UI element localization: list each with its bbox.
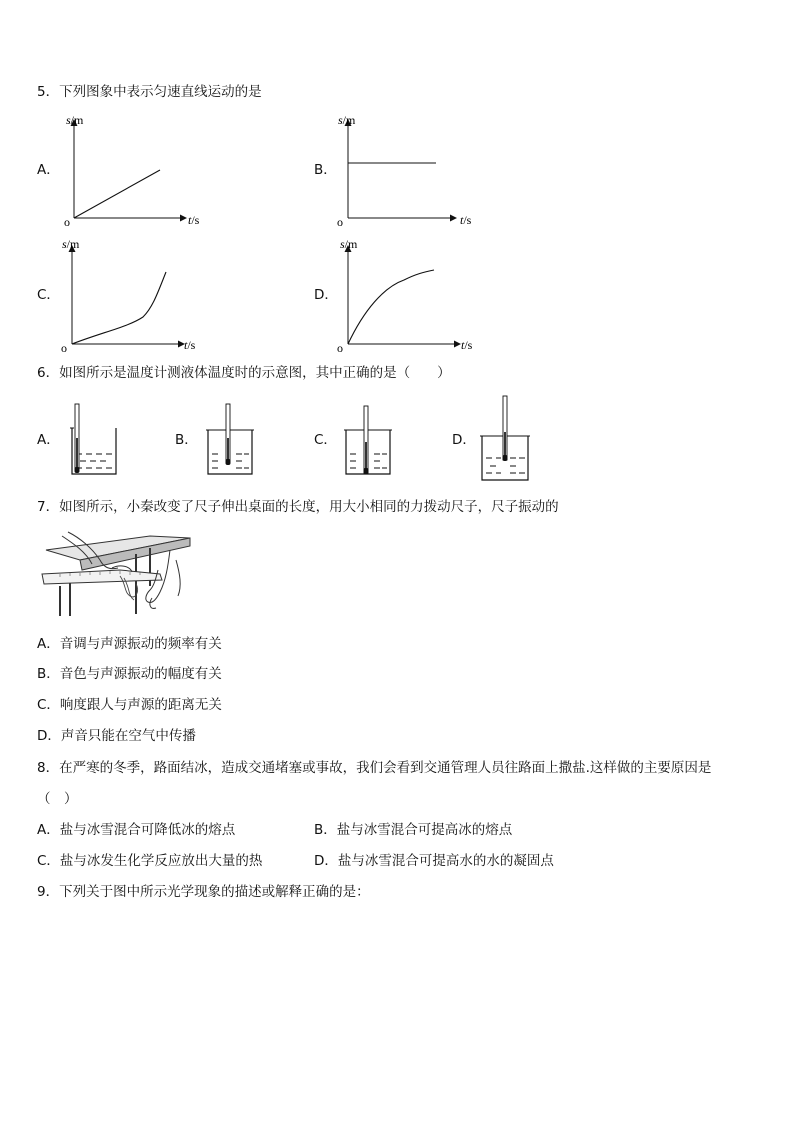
q7-option-b: B．音色与声源振动的幅度有关	[37, 666, 222, 682]
svg-text:s/m	[62, 237, 80, 251]
svg-text:t/s	[461, 338, 473, 352]
q5-c-x-unit: /s	[187, 338, 196, 352]
q7-ruler-illustration	[40, 530, 196, 620]
q5-option-a-letter: A．	[37, 162, 60, 178]
q6-option-d-letter: D．	[452, 432, 476, 448]
q6-option-b-letter: B．	[175, 432, 198, 448]
q9-stem: 9．下列关于图中所示光学现象的描述或解释正确的是：	[37, 884, 370, 900]
q5-stem: 5．下列图象中表示匀速直线运动的是	[37, 84, 262, 100]
q6-stem: 6．如图所示是温度计测液体温度时的示意图，其中正确的是（ ）	[37, 365, 451, 381]
q5-b-x-var: t	[460, 213, 464, 227]
q5-d-x-unit: /s	[464, 338, 473, 352]
q7-stem: 7．如图所示，小秦改变了尺子伸出桌面的长度，用大小相同的力拨动尺子，尺子振动的	[37, 499, 559, 515]
q6-option-c-letter: C．	[314, 432, 337, 448]
q8-option-d: D．盐与冰雪混合可提高水的水的凝固点	[314, 853, 554, 869]
q5-a-origin: o	[64, 215, 70, 229]
svg-text:s/m	[66, 113, 84, 127]
q5-c-origin: o	[61, 341, 67, 354]
q8-stem: 8．在严寒的冬季，路面结冰，造成交通堵塞或事故，我们会看到交通管理人员往路面上撒盐.这样做的主要原因是	[37, 760, 712, 776]
q5-graph-d	[334, 232, 484, 354]
q8-option-a: A．盐与冰雪混合可降低冰的熔点	[37, 822, 236, 838]
q5-d-y-unit: /m	[344, 237, 358, 251]
svg-text:t/s	[184, 338, 196, 352]
svg-text:t/s	[460, 213, 472, 227]
q5-d-y-var: s	[340, 237, 345, 251]
q7-option-c: C．响度跟人与声源的距离无关	[37, 697, 222, 713]
q8-option-b: B．盐与冰雪混合可提高冰的熔点	[314, 822, 513, 838]
q6-beaker-d	[476, 394, 534, 484]
q5-b-x-unit: /s	[463, 213, 472, 227]
q5-option-b-letter: B．	[314, 162, 337, 178]
q5-c-y-var: s	[62, 237, 67, 251]
q5-b-y-unit: /m	[342, 113, 356, 127]
q5-a-x-unit: /s	[191, 213, 200, 227]
q5-c-x-var: t	[184, 338, 188, 352]
q8-option-c: C．盐与冰发生化学反应放出大量的热	[37, 853, 263, 869]
q5-option-c-letter: C．	[37, 287, 60, 303]
svg-text:s/m	[340, 237, 358, 251]
q5-b-origin: o	[337, 215, 343, 229]
q5-a-y-unit: /m	[70, 113, 84, 127]
q6-option-a-letter: A．	[37, 432, 60, 448]
q7-option-a: A．音调与声源振动的频率有关	[37, 636, 222, 652]
q8-stem-continuation: （ ）	[37, 791, 78, 807]
q5-d-x-var: t	[461, 338, 465, 352]
q6-beaker-c	[340, 398, 396, 478]
q5-graph-c	[58, 232, 208, 354]
q6-beaker-a	[66, 398, 122, 478]
svg-text:t/s	[188, 213, 200, 227]
q5-d-origin: o	[337, 341, 343, 354]
q5-b-y-var: s	[338, 113, 343, 127]
q5-a-y-var: s	[66, 113, 71, 127]
svg-text:s/m	[338, 113, 356, 127]
q7-option-d: D．声音只能在空气中传播	[37, 728, 196, 744]
q5-graph-a	[60, 108, 210, 230]
q6-beaker-b	[202, 398, 258, 478]
q5-option-d-letter: D．	[314, 287, 338, 303]
q5-graph-b	[334, 108, 484, 230]
q5-a-x-var: t	[188, 213, 192, 227]
q5-c-y-unit: /m	[66, 237, 80, 251]
